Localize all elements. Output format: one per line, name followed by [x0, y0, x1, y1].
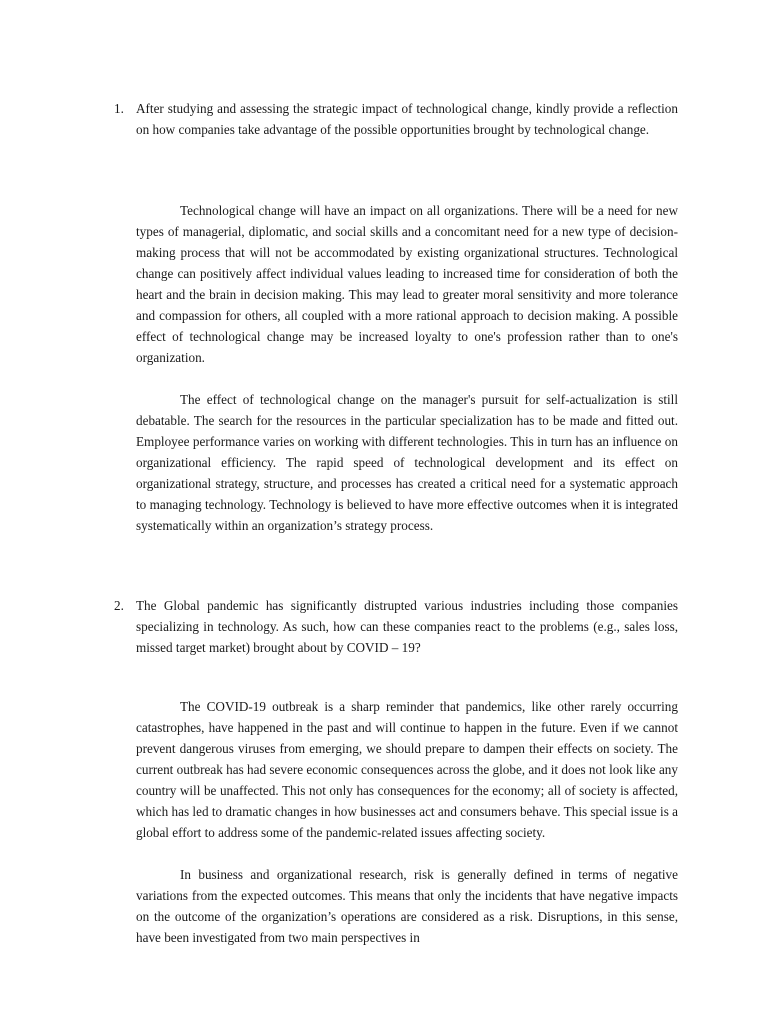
answer-paragraph: Technological change will have an impact on all organizations. There will be a need for new types of managerial, diplomatic, and social skills and a concomitant need for a new type of decision-making process that will not be accommodated by existing organizational structures. Technological change can positively affect individual values leading to increased time for consideration of both the heart and the brain in decision making. This may lead to greater moral sensitivity and more tolerance and compassion for others, all coupled with a more rational approach to decision making. A possible effect of technological change may be increased loyalty to one's profession rather than to one's organization.	[136, 203, 678, 365]
answer-paragraph: The COVID-19 outbreak is a sharp reminder that pandemics, like other rarely occurring catastrophes, have happened in the past and will continue to happen in the future. Even if we cannot prevent dangerous viruses from emerging, we should prepare to dampen their effects on society. The current outbreak has had severe economic consequences across the globe, and it does not look like any country will be unaffected. This not only has consequences for the economy; all of society is affected, which has led to dramatic changes in how businesses act and consumers behave. This special issue is a global effort to address some of the pandemic-related issues affecting society.	[136, 699, 678, 840]
question-number: 1.	[114, 101, 124, 116]
answer-paragraph: The effect of technological change on the manager's pursuit for self-actualization is still debatable. The search for the resources in the particular specialization has to be made and fitted out. Employee performance varies on working with different technologies. This in turn has an influence on organizational efficiency. The rapid speed of technological development and its effect on organizational strategy, structure, and processes has created a critical need for a systematic approach to managing technology. Technology is believed to have more effective outcomes when it is integrated systematically within an organization’s strategy process.	[136, 392, 678, 533]
question-text: The Global pandemic has significantly distrupted various industries including those companies specializing in technology. As such, how can these companies react to the problems (e.g., sales loss, missed target market) brought about by COVID – 19?	[136, 598, 678, 655]
question-text: After studying and assessing the strategic impact of technological change, kindly provide a reflection on how companies take advantage of the possible opportunities brought by technological change.	[136, 101, 678, 137]
question-1	[114, 98, 678, 140]
question-number: 2.	[114, 598, 124, 613]
answer-paragraph: In business and organizational research, risk is generally defined in terms of negative variations from the expected outcomes. This means that only the incidents that have negative impacts on the outcome of the organization’s operations are considered as a risk. Disruptions, in this sense, have been investigated from two main perspectives in	[136, 867, 678, 945]
question-2	[114, 595, 678, 658]
